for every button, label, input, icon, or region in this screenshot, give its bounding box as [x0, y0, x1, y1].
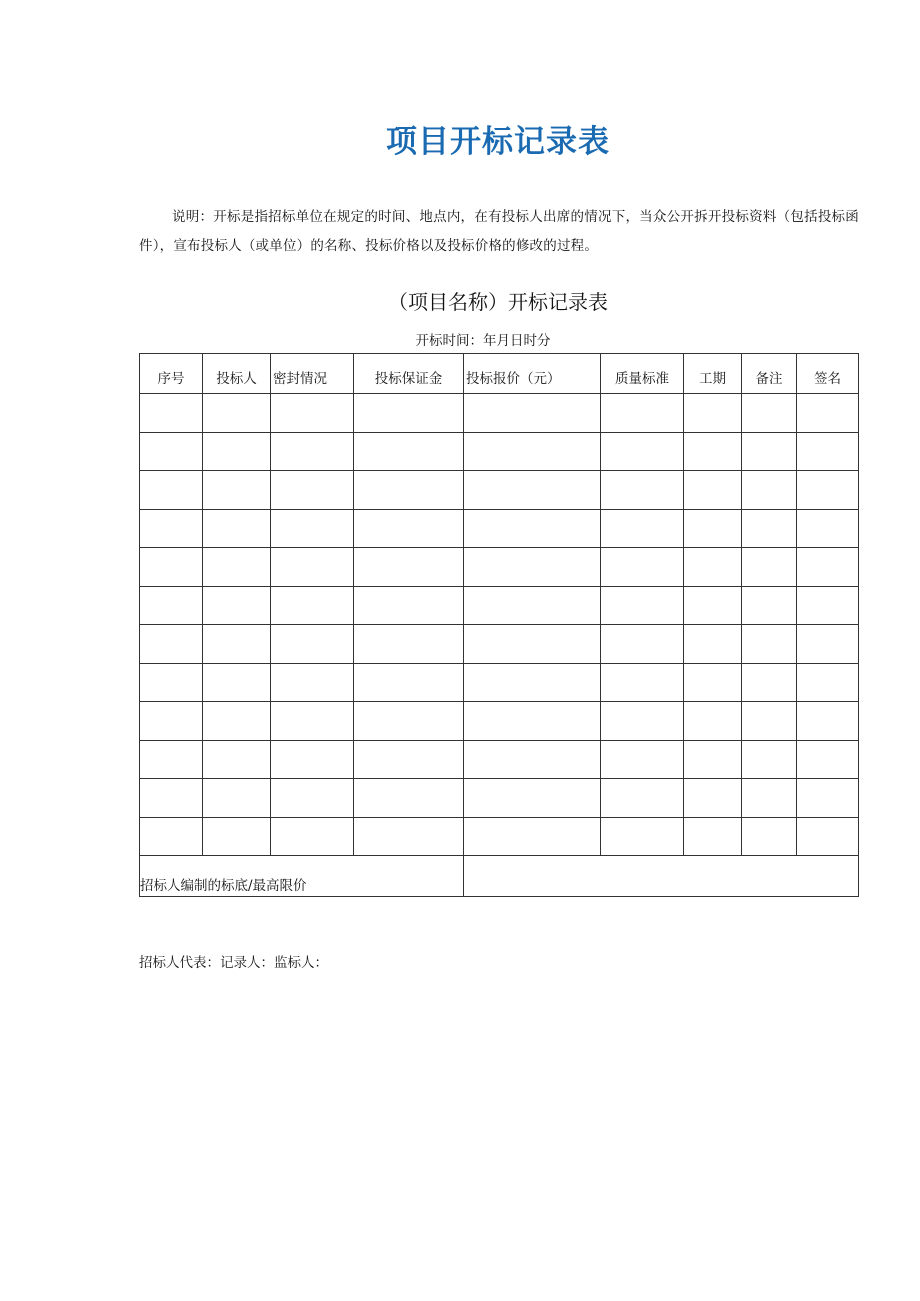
- table-cell[interactable]: [797, 702, 859, 741]
- table-row: [140, 740, 859, 779]
- table-cell[interactable]: [797, 663, 859, 702]
- table-cell[interactable]: [464, 740, 601, 779]
- table-cell[interactable]: [601, 779, 684, 818]
- table-cell[interactable]: [140, 432, 203, 471]
- table-cell[interactable]: [601, 586, 684, 625]
- table-cell[interactable]: [464, 471, 601, 510]
- table-cell[interactable]: [601, 663, 684, 702]
- column-header-seal-status: 密封情况: [271, 354, 354, 394]
- table-cell[interactable]: [271, 740, 354, 779]
- table-cell[interactable]: [203, 586, 271, 625]
- table-cell[interactable]: [203, 625, 271, 664]
- table-cell[interactable]: [684, 394, 742, 433]
- table-cell[interactable]: [464, 779, 601, 818]
- explanation-note: 说明：开标是指招标单位在规定的时间、地点内，在有投标人出席的情况下，当众公开拆开投标资料（包括投标函件），宣布投标人（或单位）的名称、投标价格以及投标价格的修改的过程。: [139, 209, 859, 254]
- column-header-bid-bond: 投标保证金: [354, 354, 464, 394]
- table-cell[interactable]: [684, 548, 742, 587]
- table-cell[interactable]: [742, 740, 797, 779]
- table-cell[interactable]: [140, 471, 203, 510]
- table-cell[interactable]: [354, 817, 464, 856]
- table-cell[interactable]: [797, 509, 859, 548]
- page-title: 项目开标记录表: [386, 124, 610, 160]
- signature-line: 招标人代表：记录人：监标人：: [139, 955, 328, 971]
- table-cell[interactable]: [742, 471, 797, 510]
- table-cell[interactable]: [601, 548, 684, 587]
- table-cell[interactable]: [797, 548, 859, 587]
- table-row: [140, 779, 859, 818]
- table-cell[interactable]: [464, 663, 601, 702]
- table-cell[interactable]: [354, 548, 464, 587]
- table-cell[interactable]: [140, 586, 203, 625]
- table-cell[interactable]: [684, 432, 742, 471]
- table-cell[interactable]: [140, 509, 203, 548]
- table-row: [140, 394, 859, 433]
- table-cell[interactable]: [203, 394, 271, 433]
- column-header-remarks: 备注: [742, 354, 797, 394]
- table-row: [140, 432, 859, 471]
- table-cell[interactable]: [140, 663, 203, 702]
- table-cell[interactable]: [464, 432, 601, 471]
- table-row: [140, 586, 859, 625]
- table-cell[interactable]: [742, 432, 797, 471]
- table-cell[interactable]: [203, 432, 271, 471]
- table-cell[interactable]: [742, 509, 797, 548]
- table-cell[interactable]: [742, 702, 797, 741]
- table-cell[interactable]: [742, 625, 797, 664]
- table-cell[interactable]: [271, 625, 354, 664]
- opening-time-label: 开标时间：年月日时分: [415, 333, 551, 349]
- table-cell[interactable]: [601, 817, 684, 856]
- table-cell[interactable]: [203, 779, 271, 818]
- table-cell[interactable]: [797, 779, 859, 818]
- table-cell[interactable]: [601, 394, 684, 433]
- table-cell[interactable]: [271, 471, 354, 510]
- table-cell[interactable]: [271, 548, 354, 587]
- table-cell[interactable]: [464, 586, 601, 625]
- table-cell[interactable]: [140, 817, 203, 856]
- table-row: [140, 702, 859, 741]
- table-header-row: [140, 354, 859, 394]
- table-cell[interactable]: [271, 817, 354, 856]
- table-cell[interactable]: [601, 625, 684, 664]
- column-header-duration: 工期: [684, 354, 742, 394]
- table-cell[interactable]: [684, 817, 742, 856]
- table-cell[interactable]: [271, 702, 354, 741]
- table-cell[interactable]: [464, 817, 601, 856]
- table-cell[interactable]: [742, 394, 797, 433]
- table-cell[interactable]: [742, 548, 797, 587]
- table-cell[interactable]: [203, 663, 271, 702]
- table-row: [140, 663, 859, 702]
- column-header-seq: 序号: [140, 354, 203, 394]
- column-header-signature: 签名: [797, 354, 859, 394]
- table-cell[interactable]: [464, 394, 601, 433]
- table-cell[interactable]: [797, 432, 859, 471]
- ceiling-price-label: 招标人编制的标底/最高限价: [140, 856, 464, 897]
- table-cell[interactable]: [684, 625, 742, 664]
- table-cell[interactable]: [797, 471, 859, 510]
- table-cell[interactable]: [797, 817, 859, 856]
- table-cell[interactable]: [601, 740, 684, 779]
- table-cell[interactable]: [354, 394, 464, 433]
- table-cell[interactable]: [464, 702, 601, 741]
- table-cell[interactable]: [354, 702, 464, 741]
- table-cell[interactable]: [601, 432, 684, 471]
- table-cell[interactable]: [354, 663, 464, 702]
- table-cell[interactable]: [742, 663, 797, 702]
- table-cell[interactable]: [684, 586, 742, 625]
- table-cell[interactable]: [742, 817, 797, 856]
- table-cell[interactable]: [742, 779, 797, 818]
- table-cell[interactable]: [203, 548, 271, 587]
- table-cell[interactable]: [601, 471, 684, 510]
- table-cell[interactable]: [203, 509, 271, 548]
- table-cell[interactable]: [354, 586, 464, 625]
- table-row: [140, 471, 859, 510]
- column-header-bidder: 投标人: [203, 354, 271, 394]
- table-title: （项目名称）开标记录表: [388, 290, 608, 314]
- table-cell[interactable]: [271, 779, 354, 818]
- table-cell[interactable]: [354, 471, 464, 510]
- table-cell[interactable]: [354, 779, 464, 818]
- table-cell[interactable]: [203, 702, 271, 741]
- table-cell[interactable]: [354, 740, 464, 779]
- table-cell[interactable]: [464, 509, 601, 548]
- table-cell[interactable]: [742, 586, 797, 625]
- table-cell[interactable]: [203, 817, 271, 856]
- column-header-bid-price: 投标报价（元）: [464, 354, 601, 394]
- table-cell[interactable]: [464, 625, 601, 664]
- table-cell[interactable]: [797, 586, 859, 625]
- table-row: [140, 817, 859, 856]
- table-cell[interactable]: [354, 625, 464, 664]
- table-cell[interactable]: [203, 740, 271, 779]
- column-header-quality-standard: 质量标准: [601, 354, 684, 394]
- ceiling-price-value[interactable]: [464, 856, 859, 897]
- table-cell[interactable]: [684, 663, 742, 702]
- table-cell[interactable]: [797, 394, 859, 433]
- table-cell[interactable]: [797, 740, 859, 779]
- table-cell[interactable]: [271, 586, 354, 625]
- table-footer-row: [140, 856, 859, 897]
- table-cell[interactable]: [271, 394, 354, 433]
- table-cell[interactable]: [271, 663, 354, 702]
- table-cell[interactable]: [684, 471, 742, 510]
- table-cell[interactable]: [140, 779, 203, 818]
- bid-opening-record-table: [139, 353, 859, 897]
- table-cell[interactable]: [684, 779, 742, 818]
- table-cell[interactable]: [354, 432, 464, 471]
- table-cell[interactable]: [140, 702, 203, 741]
- table-cell[interactable]: [464, 548, 601, 587]
- table-cell[interactable]: [271, 509, 354, 548]
- table-cell[interactable]: [140, 625, 203, 664]
- table-cell[interactable]: [797, 625, 859, 664]
- table-cell[interactable]: [354, 509, 464, 548]
- table-cell[interactable]: [684, 740, 742, 779]
- table-cell[interactable]: [684, 702, 742, 741]
- table-cell[interactable]: [684, 509, 742, 548]
- table-cell[interactable]: [601, 509, 684, 548]
- table-row: [140, 548, 859, 587]
- table-cell[interactable]: [140, 394, 203, 433]
- table-cell[interactable]: [140, 548, 203, 587]
- table-row: [140, 509, 859, 548]
- table-cell[interactable]: [601, 702, 684, 741]
- table-cell[interactable]: [271, 432, 354, 471]
- table-cell[interactable]: [140, 740, 203, 779]
- table-cell[interactable]: [203, 471, 271, 510]
- table-row: [140, 625, 859, 664]
